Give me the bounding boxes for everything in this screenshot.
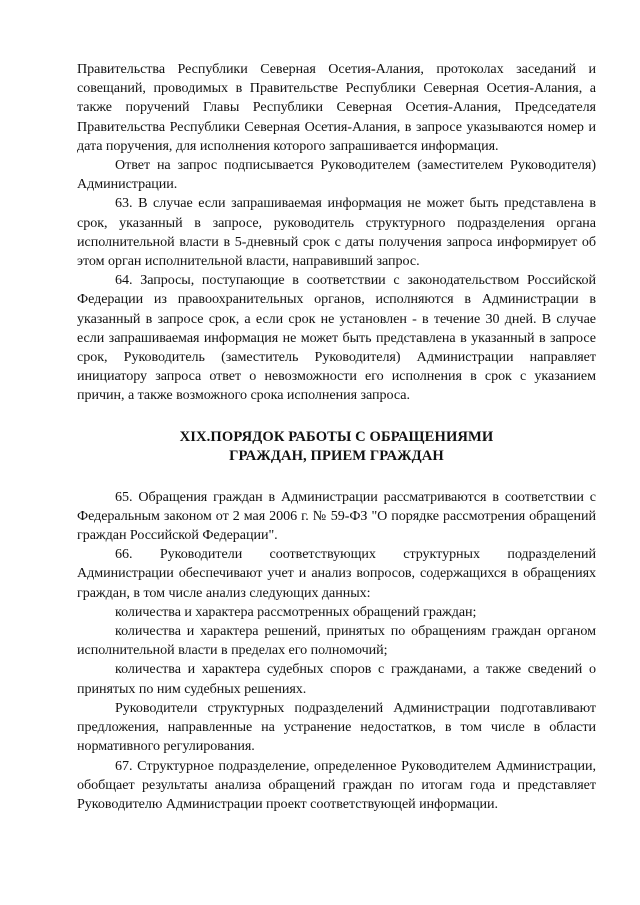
paragraph-list-item-2: количества и характера решений, принятых по обращениям граждан органом исполнительной власти в пределах его полномочий; xyxy=(77,623,596,659)
paragraph-continuation: Правительства Республики Северная Осетия-Алания, протоколах заседаний и совещаний, проводимых в Правительстве Республики Северная Осетия-Алания, а также поручений Главы Республики Северная Осетия-Алания, Председателя Правительства Республики Северная Осетия-Алания, в запросе указываются номер и дата поручения, для исполнения которого запрашивается информация. xyxy=(77,61,596,154)
paragraph-63: 63. В случае если запрашиваемая информация не может быть представлена в срок, указанный в запросе, руководитель структурного подразделения органа исполнительной власти в 5-дневный срок с даты получения запроса информирует об этом орган исполнительной власти, направивший запрос. xyxy=(77,195,596,270)
paragraph-list-item-1: количества и характера рассмотренных обращений граждан; xyxy=(115,603,477,620)
paragraph-64: 64. Запросы, поступающие в соответствии с законодательством Российской Федерации из правоохранительных органов, исполняются в Администрации в указанный в запросе срок, а если срок не установлен - в течение 30 дней. В случае если запрашиваемая информация не может быть представлена в указанный в запросе срок, Руководитель (заместитель Руководителя) Администрации направляет инициатору запроса ответ о невозможности его исполнения в срок с указанием причин, а также возможного срока исполнения запроса. xyxy=(77,272,596,404)
section-heading-line-1: XIX.ПОРЯДОК РАБОТЫ С ОБРАЩЕНИЯМИ xyxy=(179,428,494,445)
paragraph-67: 67. Структурное подразделение, определенное Руководителем Администрации, обобщает результаты анализа обращений граждан по итогам года и представляет Руководителю Администрации проект соответствующей информации. xyxy=(77,757,596,812)
section-heading-line-2: ГРАЖДАН, ПРИЕМ ГРАЖДАН xyxy=(229,447,444,464)
paragraph-65: 65. Обращения граждан в Администрации рассматриваются в соответствии с Федеральным законом от 2 мая 2006 г. № 59-ФЗ "О порядке рассмотрения обращений граждан Российской Федерации". xyxy=(77,488,596,544)
paragraph-66: 66. Руководители соответствующих структурных подразделений Администрации обеспечивают учет и анализ вопросов, содержащихся в обращениях граждан, в том числе анализ следующих данных: xyxy=(77,546,596,601)
paragraph-list-item-3: количества и характера судебных споров с гражданами, а также сведений о принятых по ним судебных решениях. xyxy=(77,661,596,697)
paragraph-proposals: Руководители структурных подразделений Администрации подготавливают предложения, направленные на устранение недостатков, в том числе в области нормативного регулирования. xyxy=(77,699,596,755)
paragraph-answer-signing: Ответ на запрос подписывается Руководителем (заместителем Руководителя) Администрации. xyxy=(77,157,596,193)
section-heading xyxy=(77,428,596,466)
